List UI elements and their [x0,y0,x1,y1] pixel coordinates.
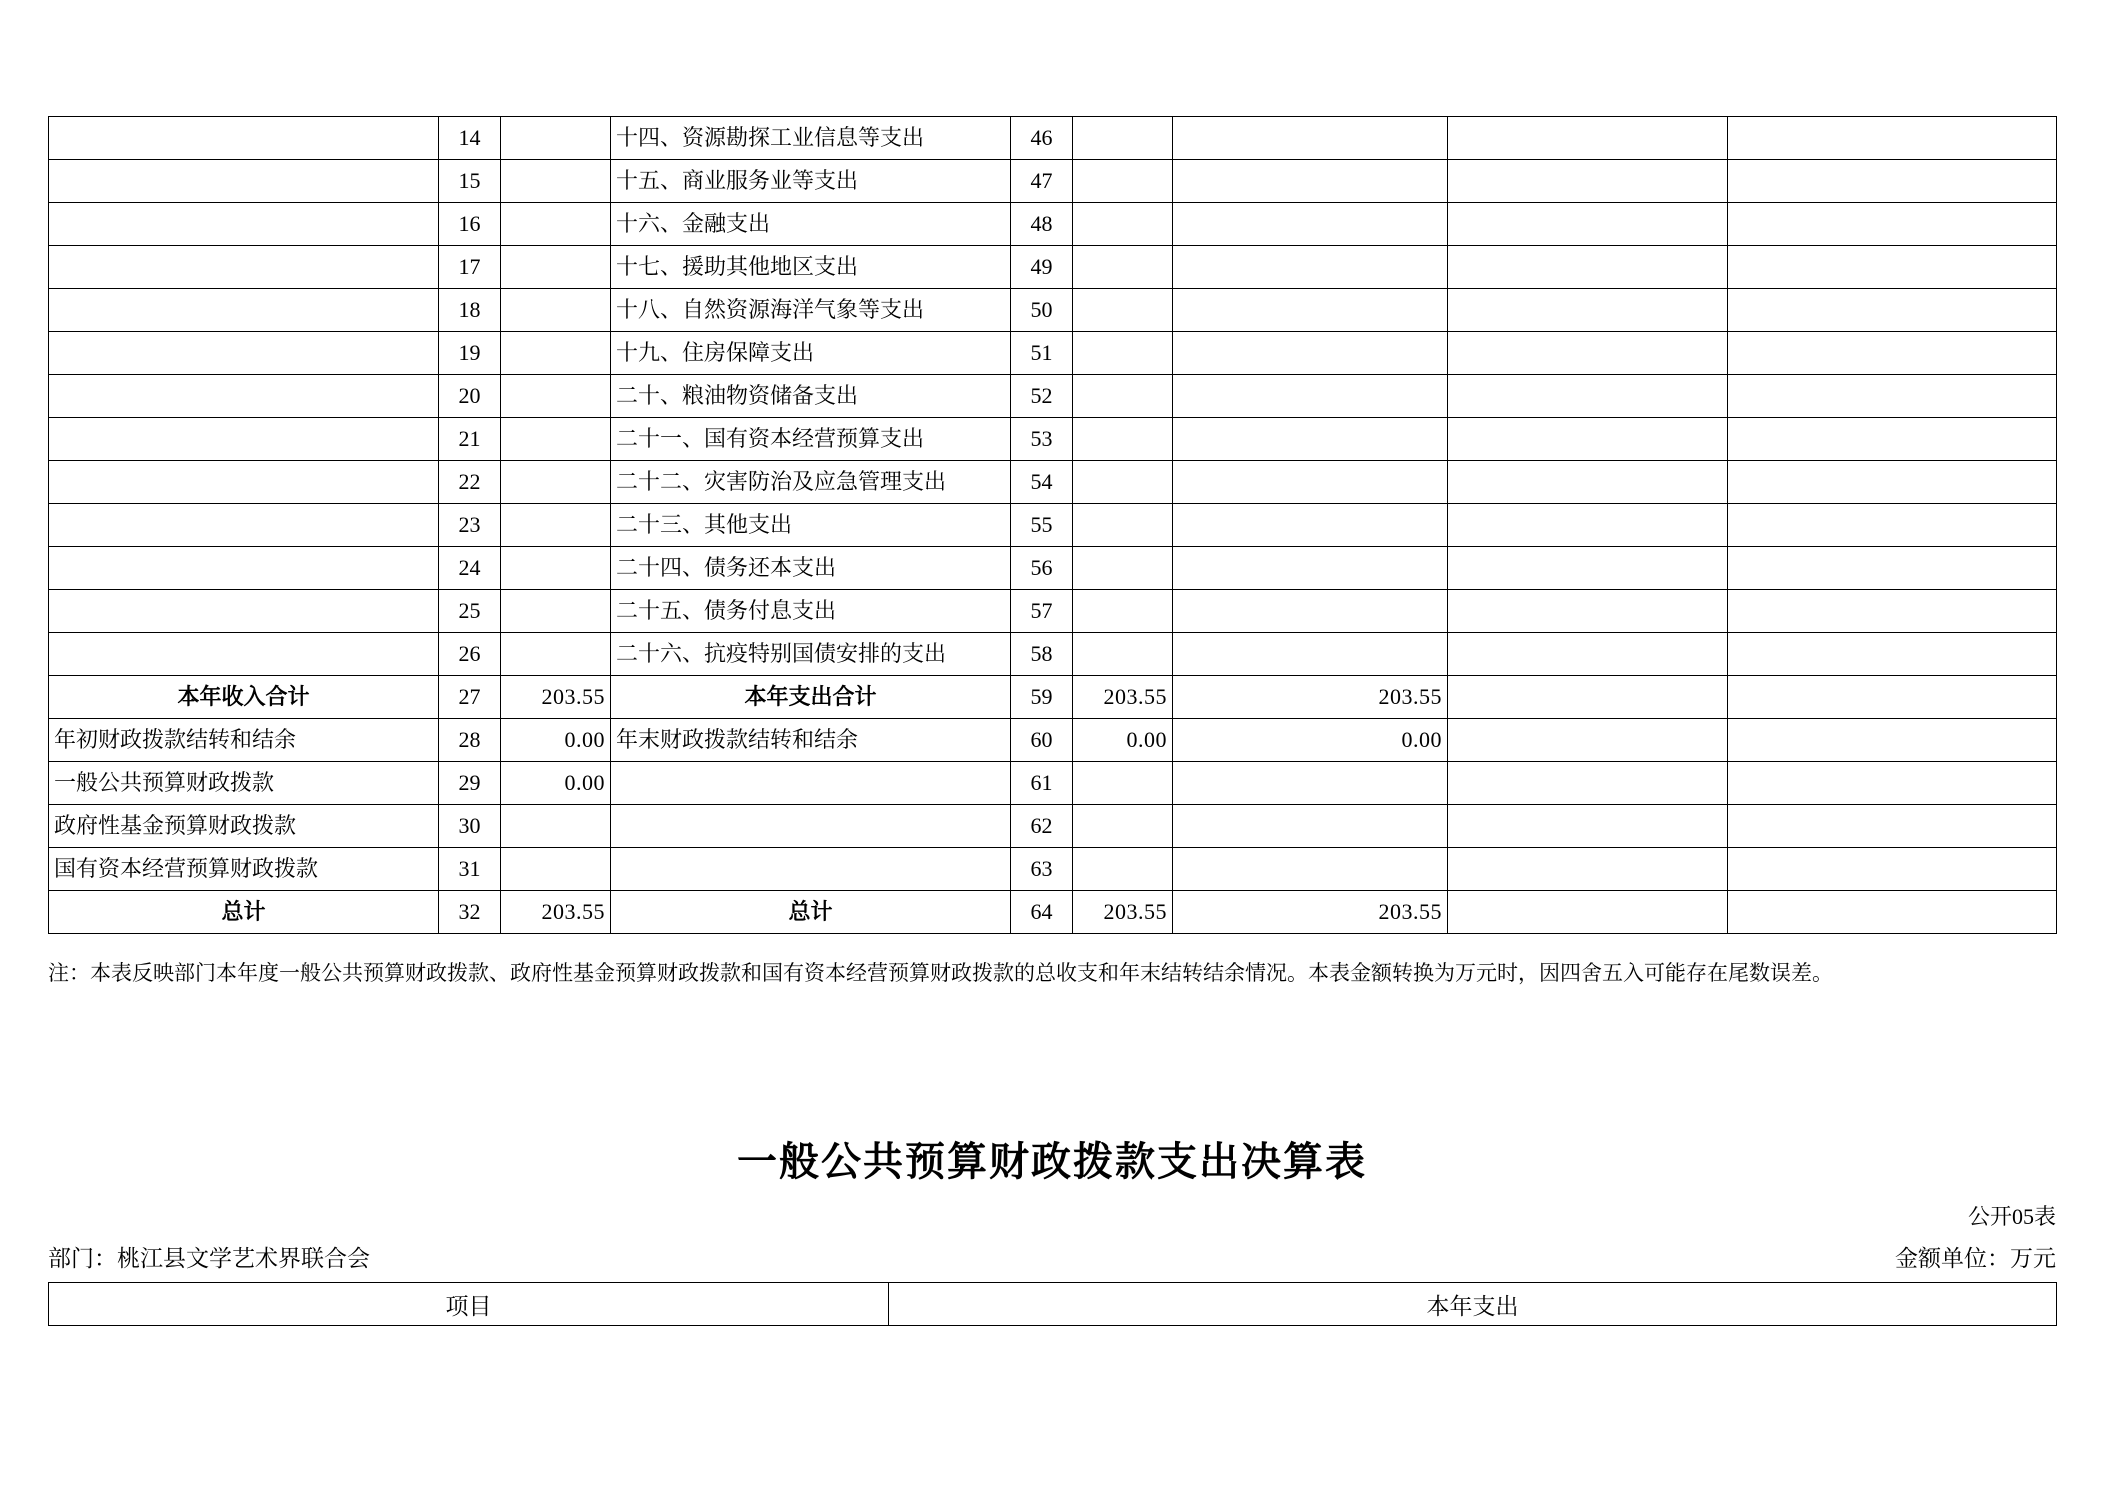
row-value-left [501,590,611,633]
row-value-r4 [1728,332,2057,375]
row-number-right: 56 [1011,547,1073,590]
row-label-left [49,160,439,203]
row-number-right: 50 [1011,289,1073,332]
row-number-left: 15 [439,160,501,203]
row-value-r4 [1728,117,2057,160]
budget-table-body [49,117,2057,934]
row-number-left: 28 [439,719,501,762]
row-value-left [501,418,611,461]
row-value-r2 [1173,461,1448,504]
row-value-r4 [1728,633,2057,676]
row-value-r4 [1728,289,2057,332]
row-number-right: 59 [1011,676,1073,719]
row-label-right: 二十三、其他支出 [611,504,1011,547]
row-label-right: 十四、资源勘探工业信息等支出 [611,117,1011,160]
row-number-right: 49 [1011,246,1073,289]
row-value-r4 [1728,547,2057,590]
row-value-r4 [1728,160,2057,203]
row-value-r1 [1073,117,1173,160]
row-value-r2 [1173,289,1448,332]
table-row [49,418,2057,461]
row-value-r1 [1073,547,1173,590]
row-number-right: 62 [1011,805,1073,848]
row-value-r4 [1728,891,2057,934]
row-value-r4 [1728,461,2057,504]
table-row [49,504,2057,547]
row-value-r3 [1448,246,1728,289]
row-number-right: 54 [1011,461,1073,504]
row-value-r1 [1073,590,1173,633]
row-label-right: 十六、金融支出 [611,203,1011,246]
row-value-left [501,332,611,375]
budget-table [48,116,2057,934]
row-number-left: 30 [439,805,501,848]
row-value-left [501,805,611,848]
row-value-r2: 203.55 [1173,891,1448,934]
row-number-left: 21 [439,418,501,461]
row-value-left [501,203,611,246]
section-title: 一般公共预算财政拨款支出决算表 [737,1139,1367,1184]
row-value-r2 [1173,504,1448,547]
table-row [49,762,2057,805]
row-number-left: 29 [439,762,501,805]
row-value-r3 [1448,805,1728,848]
row-value-r3 [1448,848,1728,891]
row-value-r2 [1173,547,1448,590]
row-value-left [501,375,611,418]
row-number-right: 46 [1011,117,1073,160]
row-value-r3 [1448,160,1728,203]
row-value-left [501,848,611,891]
row-value-r1 [1073,203,1173,246]
row-value-r4 [1728,805,2057,848]
row-value-r2 [1173,418,1448,461]
row-number-left: 17 [439,246,501,289]
row-value-r2 [1173,117,1448,160]
row-value-r1: 203.55 [1073,891,1173,934]
row-value-r2 [1173,332,1448,375]
row-value-r1 [1073,633,1173,676]
row-value-r1 [1073,332,1173,375]
row-label-left: 本年收入合计 [49,676,439,719]
financial-table-continued [48,116,2056,934]
row-value-r2 [1173,375,1448,418]
table-row [49,633,2057,676]
row-value-left: 203.55 [501,891,611,934]
table-row [49,246,2057,289]
row-value-r1 [1073,160,1173,203]
row-value-r2 [1173,633,1448,676]
table-row [49,461,2057,504]
row-label-left [49,504,439,547]
row-label-left: 一般公共预算财政拨款 [49,762,439,805]
row-number-left: 16 [439,203,501,246]
amount-unit-label: 金额单位：万元 [1895,1246,2056,1271]
row-value-r4 [1728,676,2057,719]
row-number-left: 20 [439,375,501,418]
row-value-r4 [1728,590,2057,633]
row-value-r2: 0.00 [1173,719,1448,762]
row-label-left [49,590,439,633]
row-value-left [501,547,611,590]
expenditure-table [48,1282,2056,1326]
row-label-right: 十七、援助其他地区支出 [611,246,1011,289]
table-row [49,891,2057,934]
row-number-right: 61 [1011,762,1073,805]
row-label-left [49,418,439,461]
expenditure-table-head [48,1282,2057,1326]
row-number-left: 18 [439,289,501,332]
row-value-r1 [1073,418,1173,461]
row-value-r1 [1073,504,1173,547]
row-number-left: 32 [439,891,501,934]
row-value-left: 0.00 [501,719,611,762]
row-label-right [611,762,1011,805]
row-value-left [501,461,611,504]
row-label-right: 二十一、国有资本经营预算支出 [611,418,1011,461]
row-label-right: 本年支出合计 [611,676,1011,719]
row-value-r1 [1073,375,1173,418]
row-value-r4 [1728,762,2057,805]
row-label-left [49,203,439,246]
row-number-left: 27 [439,676,501,719]
row-value-r1 [1073,762,1173,805]
row-value-r4 [1728,375,2057,418]
row-value-r3 [1448,547,1728,590]
row-number-left: 22 [439,461,501,504]
row-value-r4 [1728,848,2057,891]
row-label-left [49,375,439,418]
row-value-r1: 0.00 [1073,719,1173,762]
row-value-r2 [1173,762,1448,805]
row-value-left [501,160,611,203]
row-value-r3 [1448,289,1728,332]
row-number-right: 58 [1011,633,1073,676]
row-label-left [49,547,439,590]
row-label-right: 二十四、债务还本支出 [611,547,1011,590]
row-label-right: 十九、住房保障支出 [611,332,1011,375]
row-value-r4 [1728,203,2057,246]
row-value-r2 [1173,805,1448,848]
row-label-left [49,246,439,289]
table-row [49,375,2057,418]
row-number-right: 52 [1011,375,1073,418]
row-number-left: 26 [439,633,501,676]
row-label-right [611,848,1011,891]
row-value-r3 [1448,332,1728,375]
row-number-right: 60 [1011,719,1073,762]
row-value-r3 [1448,461,1728,504]
row-label-left: 政府性基金预算财政拨款 [49,805,439,848]
table-row [49,848,2057,891]
table-row [49,719,2057,762]
table-row [49,590,2057,633]
row-number-left: 24 [439,547,501,590]
row-label-right: 总计 [611,891,1011,934]
row-label-left: 总计 [49,891,439,934]
row-label-right [611,805,1011,848]
table-row [49,1283,2057,1326]
table-row [49,805,2057,848]
row-value-r3 [1448,203,1728,246]
table-footnote: 注：本表反映部门本年度一般公共预算财政拨款、政府性基金预算财政拨款和国有资本经营预算财政拨款的总收支和年末结转结余情况。本表金额转换为万元时，因四舍五入可能存在尾数误差。 [48,961,1833,985]
row-number-right: 48 [1011,203,1073,246]
row-value-r1 [1073,805,1173,848]
row-value-r3 [1448,762,1728,805]
row-value-left [501,246,611,289]
row-label-right: 二十、粮油物资储备支出 [611,375,1011,418]
row-label-left [49,461,439,504]
row-value-r2 [1173,246,1448,289]
row-value-r4 [1728,504,2057,547]
row-value-left [501,117,611,160]
table-row [49,547,2057,590]
row-value-r3 [1448,633,1728,676]
row-label-right: 二十二、灾害防治及应急管理支出 [611,461,1011,504]
row-number-right: 53 [1011,418,1073,461]
row-number-left: 25 [439,590,501,633]
row-value-r4 [1728,418,2057,461]
row-value-r3 [1448,719,1728,762]
row-value-r3 [1448,590,1728,633]
row-value-left: 0.00 [501,762,611,805]
row-value-r1 [1073,848,1173,891]
department-label: 部门：桃江县文学艺术界联合会 [48,1246,370,1271]
row-number-left: 14 [439,117,501,160]
row-label-left: 国有资本经营预算财政拨款 [49,848,439,891]
row-label-right: 十八、自然资源海洋气象等支出 [611,289,1011,332]
row-value-r3 [1448,117,1728,160]
row-value-r3 [1448,504,1728,547]
row-label-right: 十五、商业服务业等支出 [611,160,1011,203]
row-value-r2 [1173,590,1448,633]
row-value-r3 [1448,676,1728,719]
row-value-r1 [1073,246,1173,289]
row-value-r2: 203.55 [1173,676,1448,719]
row-value-r1: 203.55 [1073,676,1173,719]
row-label-left [49,633,439,676]
column-header-current-year-expenditure: 本年支出 [889,1283,2057,1326]
row-value-r2 [1173,848,1448,891]
row-number-right: 47 [1011,160,1073,203]
row-label-left [49,332,439,375]
row-label-right: 二十五、债务付息支出 [611,590,1011,633]
row-value-r3 [1448,375,1728,418]
row-value-left [501,504,611,547]
row-number-right: 64 [1011,891,1073,934]
row-value-r2 [1173,160,1448,203]
row-number-left: 19 [439,332,501,375]
table-row [49,160,2057,203]
row-value-r4 [1728,719,2057,762]
table-row [49,676,2057,719]
row-value-r1 [1073,289,1173,332]
row-value-left: 203.55 [501,676,611,719]
row-value-left [501,633,611,676]
row-label-left [49,117,439,160]
form-code: 公开05表 [1967,1204,2056,1229]
row-value-r1 [1073,461,1173,504]
row-number-left: 31 [439,848,501,891]
row-number-left: 23 [439,504,501,547]
row-value-r4 [1728,246,2057,289]
row-number-right: 55 [1011,504,1073,547]
row-value-r3 [1448,418,1728,461]
table-row [49,117,2057,160]
column-header-item: 项目 [49,1283,889,1326]
table-row [49,203,2057,246]
row-number-right: 57 [1011,590,1073,633]
table-row [49,289,2057,332]
row-label-left: 年初财政拨款结转和结余 [49,719,439,762]
row-value-left [501,289,611,332]
row-value-r2 [1173,203,1448,246]
row-label-right: 二十六、抗疫特别国债安排的支出 [611,633,1011,676]
row-number-right: 51 [1011,332,1073,375]
row-number-right: 63 [1011,848,1073,891]
table-row [49,332,2057,375]
row-value-r3 [1448,891,1728,934]
row-label-left [49,289,439,332]
row-label-right: 年末财政拨款结转和结余 [611,719,1011,762]
